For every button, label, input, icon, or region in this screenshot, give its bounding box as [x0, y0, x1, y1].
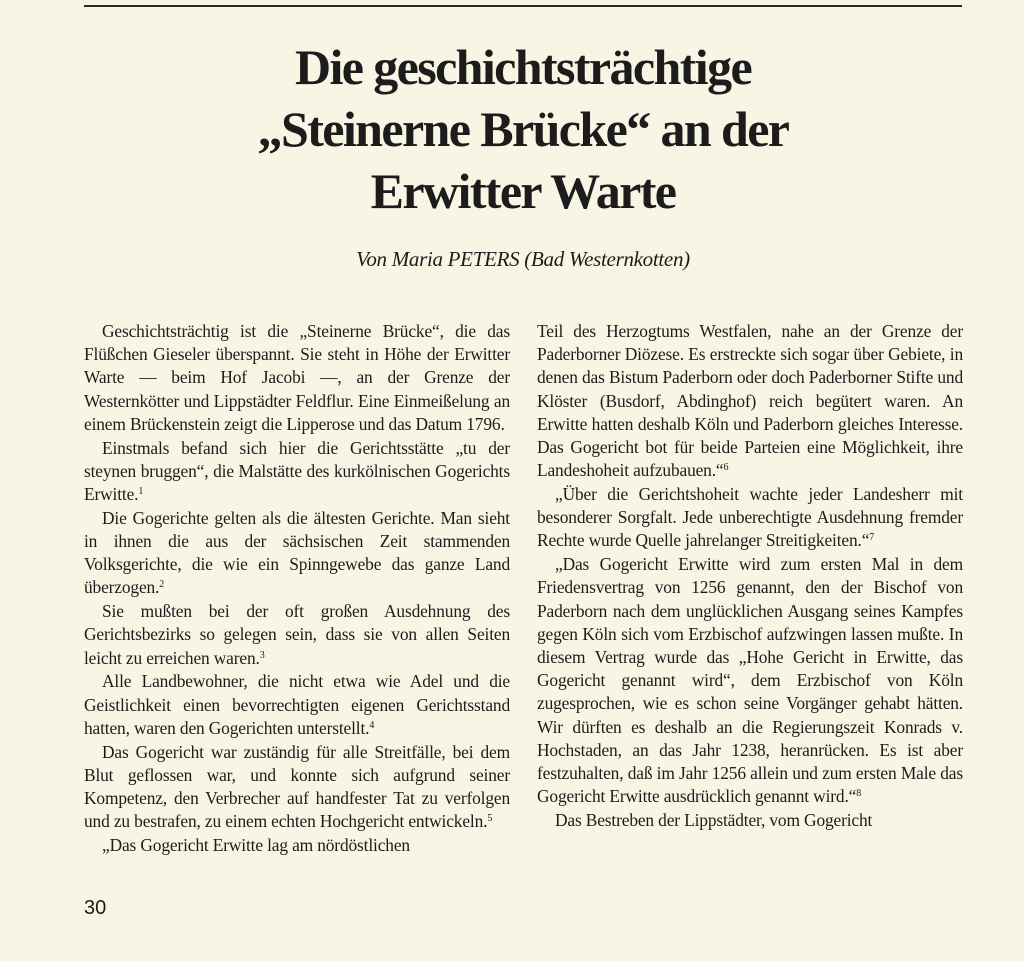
- paragraph: [84, 437, 510, 507]
- title-line: „Steinerne Brücke“ an der: [257, 101, 789, 157]
- paragraph: [84, 741, 510, 834]
- top-rule: [84, 5, 962, 7]
- footnote-marker: 7: [869, 532, 875, 544]
- paragraph-text: Geschichtsträchtig ist die „Steinerne Brücke“, die das Flüßchen Gieseler überspannt. Sie steht in Höhe der Erwitter Warte — beim Hof Jacobi —, an der Grenze der Westernkötter und Lippstädter Feldflur. Eine Einmeißelung an einem Brückenstein zeigt die Lipperose und das Datum 1796.: [84, 321, 510, 434]
- paragraph-text: Sie mußten bei der oft großen Ausdehnung des Gerichtsbezirks so gelegen sein, dass sie von allen Seiten leicht zu erreichen waren.: [84, 601, 510, 668]
- paragraph-text: Teil des Herzogtums Westfalen, nahe an der Grenze der Paderborner Diözese. Es erstreckte sich sogar über Gebiete, in denen das Bistum Paderborn oder doch Paderborner Stifte und Klöster (Busdorf, Abdinghof) reich begütert waren. An Erwitte hatten deshalb Köln und Paderborn gleiches Interesse. Das Gogericht bot für beide Parteien eine Möglichkeit, ihre Landeshoheit aufzubauen.“: [537, 321, 963, 481]
- paragraph-text: „Über die Gerichtshoheit wachte jeder Landesherr mit besonderer Sorgfalt. Jede unberechtigte Ausdehnung fremder Rechte wurde Quelle jahrelanger Streitigkeiten.“: [537, 484, 963, 551]
- paragraph: [537, 553, 963, 808]
- footnote-marker: 2: [159, 579, 165, 591]
- paragraph-text: „Das Gogericht Erwitte wird zum ersten Mal in dem Friedensvertrag von 1256 genannt, den der Bischof von Paderborn nach dem unglücklichen Ausgang seines Kampfes gegen Köln sich vom Erzbischof aufzwingen lassen mußte. In diesem Vertrag wurde das „Hohe Gericht in Erwitte, das Gogericht genannt wird“, dem Erzbischof von Köln zugesprochen, wie es schon seine Vorgänger gehabt hätten. Wir dürften es deshalb an die Regierungszeit Konrads v. Hochstaden, an das Jahr 1238, heranrücken. Es ist aber festzuhalten, daß im Jahr 1256 allein und zum ersten Male das Gogericht Erwitte ausdrücklich genannt wird.“: [537, 554, 963, 807]
- paragraph: [84, 507, 510, 600]
- text-column-right: [537, 320, 963, 833]
- page-number: 30: [84, 897, 107, 919]
- author-byline: Von Maria PETERS (Bad Westernkotten): [356, 247, 690, 271]
- footnote-marker: 5: [487, 813, 493, 825]
- paragraph-text: Das Bestreben der Lippstädter, vom Gogericht: [555, 810, 873, 831]
- footnote-marker: 3: [259, 649, 265, 661]
- title-line: Die geschichtsträchtige: [294, 39, 752, 95]
- paragraph: [84, 670, 510, 740]
- footnote-marker: 8: [856, 788, 862, 800]
- footnote-marker: 4: [369, 719, 375, 731]
- paragraph-text: Alle Landbewohner, die nicht etwa wie Adel und die Geistlichkeit einen bevorrechtigten eigenen Gerichtsstand hatten, waren den Gogerichten unterstellt.: [84, 671, 510, 738]
- paragraph: [537, 809, 963, 832]
- footnote-marker: 6: [723, 462, 729, 474]
- paragraph: [84, 320, 510, 436]
- footnote-marker: 1: [138, 486, 144, 498]
- paragraph: [84, 600, 510, 670]
- article-title: [84, 36, 962, 222]
- paragraph: [84, 834, 510, 857]
- text-column-left: [84, 320, 510, 858]
- paragraph-text: „Das Gogericht Erwitte lag am nördöstlichen: [102, 835, 410, 856]
- paragraph: [537, 483, 963, 553]
- paragraph: [537, 320, 963, 482]
- title-line: Erwitter Warte: [370, 163, 676, 219]
- paragraph-text: Das Gogericht war zuständig für alle Streitfälle, bei dem Blut geflossen war, und konnte sich aufgrund seiner Kompetenz, den Verbrecher auf handfester Tat zu verfolgen und zu bestrafen, zu einem echten Hochgericht entwickeln.: [84, 741, 510, 832]
- paragraph-text: Die Gogerichte gelten als die ältesten Gerichte. Man sieht in ihnen die aus der sächsischen Zeit stammenden Volksgerichte, die wie ein Spinngewebe das ganze Land überzogen.: [84, 507, 510, 598]
- paragraph-text: Einstmals befand sich hier die Gerichtsstätte „tu der steynen bruggen“, die Malstätte des kurkölnischen Gogerichts Erwitte.: [84, 437, 510, 505]
